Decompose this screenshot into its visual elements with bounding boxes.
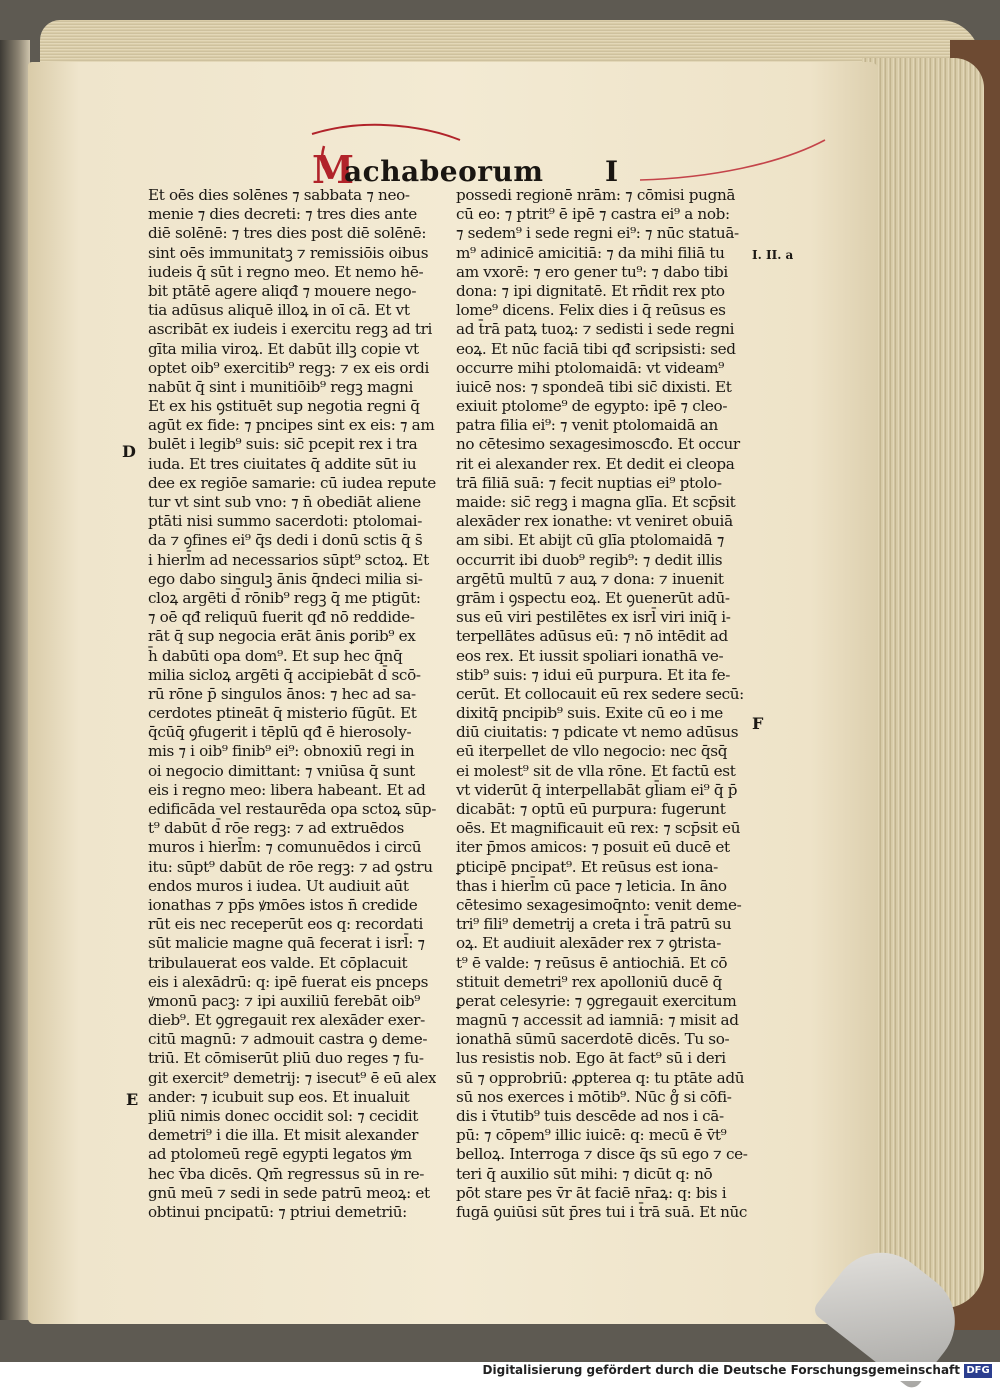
- dfg-logo: DFG: [964, 1364, 992, 1378]
- text-line: hec v̄ba dicēs. Qm̄ regressus sū in re-: [148, 1164, 424, 1183]
- text-line: eis i regno meo: libera habeant. Et ad: [148, 780, 426, 799]
- funding-credit: Digitalisierung gefördert durch die Deutsche Forschungsgemeinschaft: [482, 1363, 960, 1377]
- footer-bar: [0, 1362, 1000, 1381]
- text-line: eos rex. Et iussit spoliari ionathā ve-: [456, 646, 724, 665]
- text-line: stib⁹ suis: ⁊ idui eū purpura. Et ita fe-: [456, 665, 731, 684]
- text-line: exiuit ptolome⁹ de egypto: ipē ⁊ cleo-: [456, 397, 728, 416]
- text-line: gīta milia viroꝝ. Et dabūt illꝫ copie vt: [148, 339, 419, 358]
- text-line: itu: sūpt⁹ dabūt de rōe regꝫ: ⁊ ad ꝯstru: [148, 857, 433, 876]
- text-line: eū iterpellet de vllo negocio: nec q̄sq̄: [456, 742, 728, 761]
- text-line: mis ⁊ i oib⁹ finib⁹ ei⁹: obnoxiū regi in: [148, 742, 415, 761]
- text-line: q̄cūq̄ ꝯfugerit i tēplū qđ ē hierosoly-: [148, 723, 412, 742]
- text-line: cerūt. Et collocauit eū rex sedere secū:: [456, 684, 744, 703]
- text-line: triū. Et cōmiserūt pliū duo reges ⁊ fu-: [148, 1049, 424, 1068]
- text-line: t⁹ ē valde: ⁊ reūsus ē antiochiā. Et cō: [456, 953, 728, 972]
- text-line: no cētesimo sexagesimoscđo. Et occur: [456, 435, 740, 454]
- text-line: diē solēnē: ⁊ tres dies post diē solēnē:: [148, 224, 427, 243]
- text-line: oi negocio dimittant: ⁊ vniūsa q̄ sunt: [148, 761, 415, 780]
- text-line: eoꝝ. Et nūc faciā tibi qđ scripsisti: sed: [456, 339, 736, 358]
- text-line: dixitq̄ pncipib⁹ suis. Exite cū eo i me: [456, 704, 723, 723]
- text-line: tur vt sint sub vno: ⁊ n̄ obediāt aliene: [148, 493, 421, 511]
- text-line: pliū nimis donec occidit sol: ⁊ cecidit: [148, 1107, 419, 1125]
- text-line: rit ei alexander rex. Et dedit ei cleopa: [456, 454, 735, 473]
- text-line: dis i v̄tutib⁹ tuis descēde ad nos i cā-: [456, 1107, 724, 1125]
- text-line: grām i ꝯspectu eoꝝ. Et ꝯuenerūt adū-: [456, 588, 730, 607]
- text-line: vt viderūt q̄ interpellabāt gl̄iam ei⁹ q̄ p̄: [456, 780, 738, 799]
- text-line: ascribāt ex iudeis i exercitu regꝫ ad tri: [148, 320, 432, 339]
- text-line: patra filia ei⁹: ⁊ venit ptolomaidā an: [456, 416, 718, 435]
- text-line: ⁊ sedem⁹ i sede regni ei⁹: ⁊ nūc statuā-: [456, 224, 739, 243]
- text-line: am vxorē: ⁊ ero gener tu⁹: ⁊ dabo tibi: [456, 262, 728, 281]
- text-line: cerdotes ptineāt q̄ misterio fūgūt. Et: [148, 704, 417, 723]
- text-line: dieb⁹. Et ꝯgregauit rex alexāder exer-: [148, 1011, 425, 1030]
- text-line: sint oēs immunitatꝫ ⁊ remissiōis oibus: [148, 243, 429, 262]
- text-line: stituit demetri⁹ rex apolloniū ducē q̄: [456, 972, 722, 991]
- page-stack-edge: [862, 58, 984, 1308]
- marginal-letter-d: D: [122, 442, 136, 461]
- book-spine: [0, 40, 30, 1320]
- running-header: [300, 140, 630, 192]
- text-line: thas i hierl̄m cū pace ⁊ leticia. In āno: [456, 876, 727, 895]
- text-line: git exercit⁹ demetrij: ⁊ isecut⁹ ē eū alex: [148, 1068, 436, 1087]
- text-line: iuicē nos: ⁊ spondeā tibi sic̄ dixisti. Et: [456, 377, 732, 396]
- text-line: magnū ⁊ accessit ad iamniā: ⁊ misit ad: [456, 1011, 739, 1030]
- text-line: rūt eis nec receperūt eos q: recordati: [148, 915, 423, 934]
- text-line: tri⁹ fili⁹ demetrij a creta i t̄rā patrū su: [456, 915, 732, 934]
- text-line: gnū meū ⁊ sedi in sede patrū meoꝝ: et: [148, 1183, 430, 1202]
- text-line: muros i hierl̄m: ⁊ comunuēdos i circū: [148, 838, 422, 857]
- text-line: demetri⁹ i die illa. Et misit alexander: [148, 1126, 419, 1145]
- text-line: oēs. Et magnificauit eū rex: ⁊ scp̄sit eū: [456, 819, 741, 838]
- text-line: citū magnū: ⁊ admouit castra ꝯ deme-: [148, 1030, 428, 1049]
- text-line: trā filiā suā: ⁊ fecit nuptias ei⁹ ptolo-: [456, 473, 722, 492]
- text-line: belloꝝ. Interroga ⁊ disce q̄s sū ego ⁊ ce-: [456, 1145, 748, 1164]
- book-title: achabeorum: [344, 155, 544, 188]
- text-line: lus resistis nob. Ego āt fact⁹ sū i deri: [456, 1049, 726, 1068]
- text-line: dona: ⁊ ipi dignitatē. Et rn̄dit rex pto: [456, 281, 725, 300]
- text-line: lome⁹ dicens. Felix dies i q̄ reūsus es: [456, 301, 726, 320]
- text-line: diū ciuitatis: ⁊ pdicate vt nemo adūsus: [456, 723, 739, 742]
- text-line: ad ptolomeū regē egypti legatos ꝟm: [148, 1145, 412, 1164]
- text-line: cloꝝ argēti d̄ rōnib⁹ regꝫ q̄ me ptigūt:: [148, 588, 421, 607]
- text-line: iuda. Et tres ciuitates q̄ addite sūt iu: [148, 454, 417, 473]
- text-line: edificāda vel restaurēda opa sctoꝝ sūp-: [148, 800, 436, 818]
- text-line: bulēt i legib⁹ suis: sic̄ pcepit rex i tra: [148, 435, 418, 454]
- text-line: ander: ⁊ icubuit sup eos. Et inualuit: [148, 1087, 410, 1106]
- text-line: am sibi. Et abijt cū glīa ptolomaidā ⁊: [456, 531, 725, 550]
- text-line: dicabāt: ⁊ optū eū purpura: fugerunt: [456, 800, 726, 818]
- text-line: sū nos exerces i mōtib⁹. Nūc g̊ si cōfi-: [456, 1087, 732, 1106]
- text-line: alexāder rex ionathe: vt veniret obuiā: [456, 512, 733, 531]
- text-line: pū: ⁊ cōpem⁹ illic iuicē: q: mecū ē v̄t⁹: [456, 1126, 727, 1145]
- text-line: ꝟmonū pacꝫ: ⁊ ipi auxiliū ferebāt oib⁹: [148, 991, 421, 1010]
- text-line: sūt malicie magne quā fecerat i isrl̄: ⁊: [148, 934, 425, 953]
- text-line: argētū multū ⁊ auꝝ ⁊ dona: ⁊ inuenit: [456, 569, 724, 588]
- text-line: teri q̄ auxilio sūt mihi: ⁊ dicūt q: nō: [456, 1164, 713, 1183]
- text-line: nabūt q̄ sint i munitiōib⁹ regꝫ magni: [148, 377, 414, 396]
- text-line: Et ex his ꝯstituēt sup negotia regni q̄: [148, 397, 420, 416]
- text-line: pōt stare pes v̄r āt faciē nr̄aꝝ: q: bis i: [456, 1183, 727, 1202]
- right-text-column: [456, 186, 754, 1222]
- text-line: ꝑerat celesyrie: ⁊ ꝯgregauit exercitum: [456, 991, 737, 1010]
- text-line: tribulauerat eos valde. Et cōplacuit: [148, 953, 408, 972]
- text-line: tia adūsus aliquē illoꝝ in oī cā. Et vt: [148, 301, 410, 320]
- text-line: agūt ex fide: ⁊ pncipes sint ex eis: ⁊ am: [148, 416, 435, 435]
- text-line: t⁹ dabūt d̄ rōe regꝫ: ⁊ ad extruēdos: [148, 819, 404, 838]
- text-line: occurre mihi ptolomaidā: vt videam⁹: [456, 358, 724, 377]
- book-number: I: [605, 155, 619, 188]
- text-line: bit ptātē agere aliqđ ⁊ mouere nego-: [148, 281, 417, 300]
- text-line: sus eū viri pestilētes ex isrl̄ viri iniq̄ i-: [456, 608, 731, 627]
- marginal-letter-e: E: [126, 1090, 139, 1109]
- text-line: ⁊ oē qđ reliquū fuerit qđ nō reddide-: [148, 608, 415, 627]
- marginal-chapter-ref: I. II. a: [752, 248, 794, 262]
- text-line: rū rōne p̄ singulos ānos: ⁊ hec ad sa-: [148, 684, 416, 703]
- text-line: Et oēs dies solēnes ⁊ sabbata ⁊ neo-: [148, 186, 410, 204]
- text-line: obtinui pncipatū: ⁊ ptriui demetriū:: [148, 1202, 407, 1221]
- text-line: eis i alexādrū: q: ipē fuerat eis pnceps: [148, 972, 429, 991]
- text-line: optet oib⁹ exercitib⁹ regꝫ: ⁊ ex eis ordi: [148, 358, 429, 377]
- text-line: oꝝ. Et audiuit alexāder rex ⁊ ꝯtrista-: [456, 934, 721, 953]
- text-line: possedi regionē nrām: ⁊ cōmisi pugnā: [456, 186, 736, 204]
- text-line: occurrit ibi duob⁹ regib⁹: ⁊ dedit illis: [456, 550, 723, 569]
- text-line: fugā ꝯuiūsi sūt p̄res tui i t̄rā suā. Et nūc: [456, 1202, 748, 1221]
- marginal-letter-f: F: [752, 714, 764, 733]
- text-line: dee ex regiōe samarie: cū iudea repute: [148, 473, 436, 492]
- text-line: milia sicloꝝ argēti q̄ accipiebāt d̄ scō-: [148, 665, 421, 684]
- text-line: maide: sic̄ regꝫ i magna glīa. Et scp̄sit: [456, 493, 736, 511]
- text-line: sū ⁊ opprobriū: ꝓpterea q: tu ptāte adū: [456, 1068, 745, 1087]
- left-text-column: [148, 186, 436, 1222]
- text-line: m⁹ adinicē amicitiā: ⁊ da mihi filiā tu: [456, 243, 725, 262]
- text-line: rāt q̄ sup negocia erāt ānis ꝑorib⁹ ex: [148, 627, 416, 646]
- text-line: ionathā sūmū sacerdotē dicēs. Tu so-: [456, 1030, 730, 1049]
- text-line: ad t̄rā patꝝ tuoꝝ: ⁊ sedisti i sede regni: [456, 320, 735, 339]
- text-line: iudeis q̄ sūt i regno meo. Et nemo hē-: [148, 262, 424, 281]
- text-line: ptāti nisi summo sacerdoti: ptolomai-: [148, 512, 422, 531]
- rubricated-initial: M: [312, 147, 355, 192]
- text-line: iter p̄mos amicos: ⁊ posuit eū ducē et: [456, 838, 730, 857]
- text-line: ei molest⁹ sit de vlla rōne. Et factū est: [456, 761, 736, 780]
- text-line: cētesimo sexagesimoq̄nto: venit deme-: [456, 895, 742, 914]
- text-line: ego dabo singulꝫ ānis q̄ndeci milia si-: [148, 569, 423, 588]
- text-line: terpellātes adūsus eū: ⁊ nō intēdit ad: [456, 627, 728, 646]
- text-line: h̄ dabūti opa dom⁹. Et sup hec q̄nq̄: [148, 646, 403, 665]
- text-line: menie ⁊ dies decreti: ⁊ tres dies ante: [148, 205, 417, 224]
- text-line: i hierl̄m ad necessarios sūpt⁹ sctoꝝ. Et: [148, 550, 429, 569]
- text-line: da ⁊ ꝯfines ei⁹ q̄s dedi i donū sctis q̄ s̄: [148, 531, 423, 550]
- text-line: endos muros i iudea. Ut audiuit aūt: [148, 876, 409, 895]
- text-line: ionathas ⁊ pp̄s ꝟmōes istos n̄ credide: [148, 895, 418, 914]
- text-line: cū eo: ⁊ ptrit⁹ ē ipē ⁊ castra ei⁹ a nob:: [456, 205, 730, 224]
- text-line: ꝑticipē pncipat⁹. Et reūsus est iona-: [456, 857, 718, 876]
